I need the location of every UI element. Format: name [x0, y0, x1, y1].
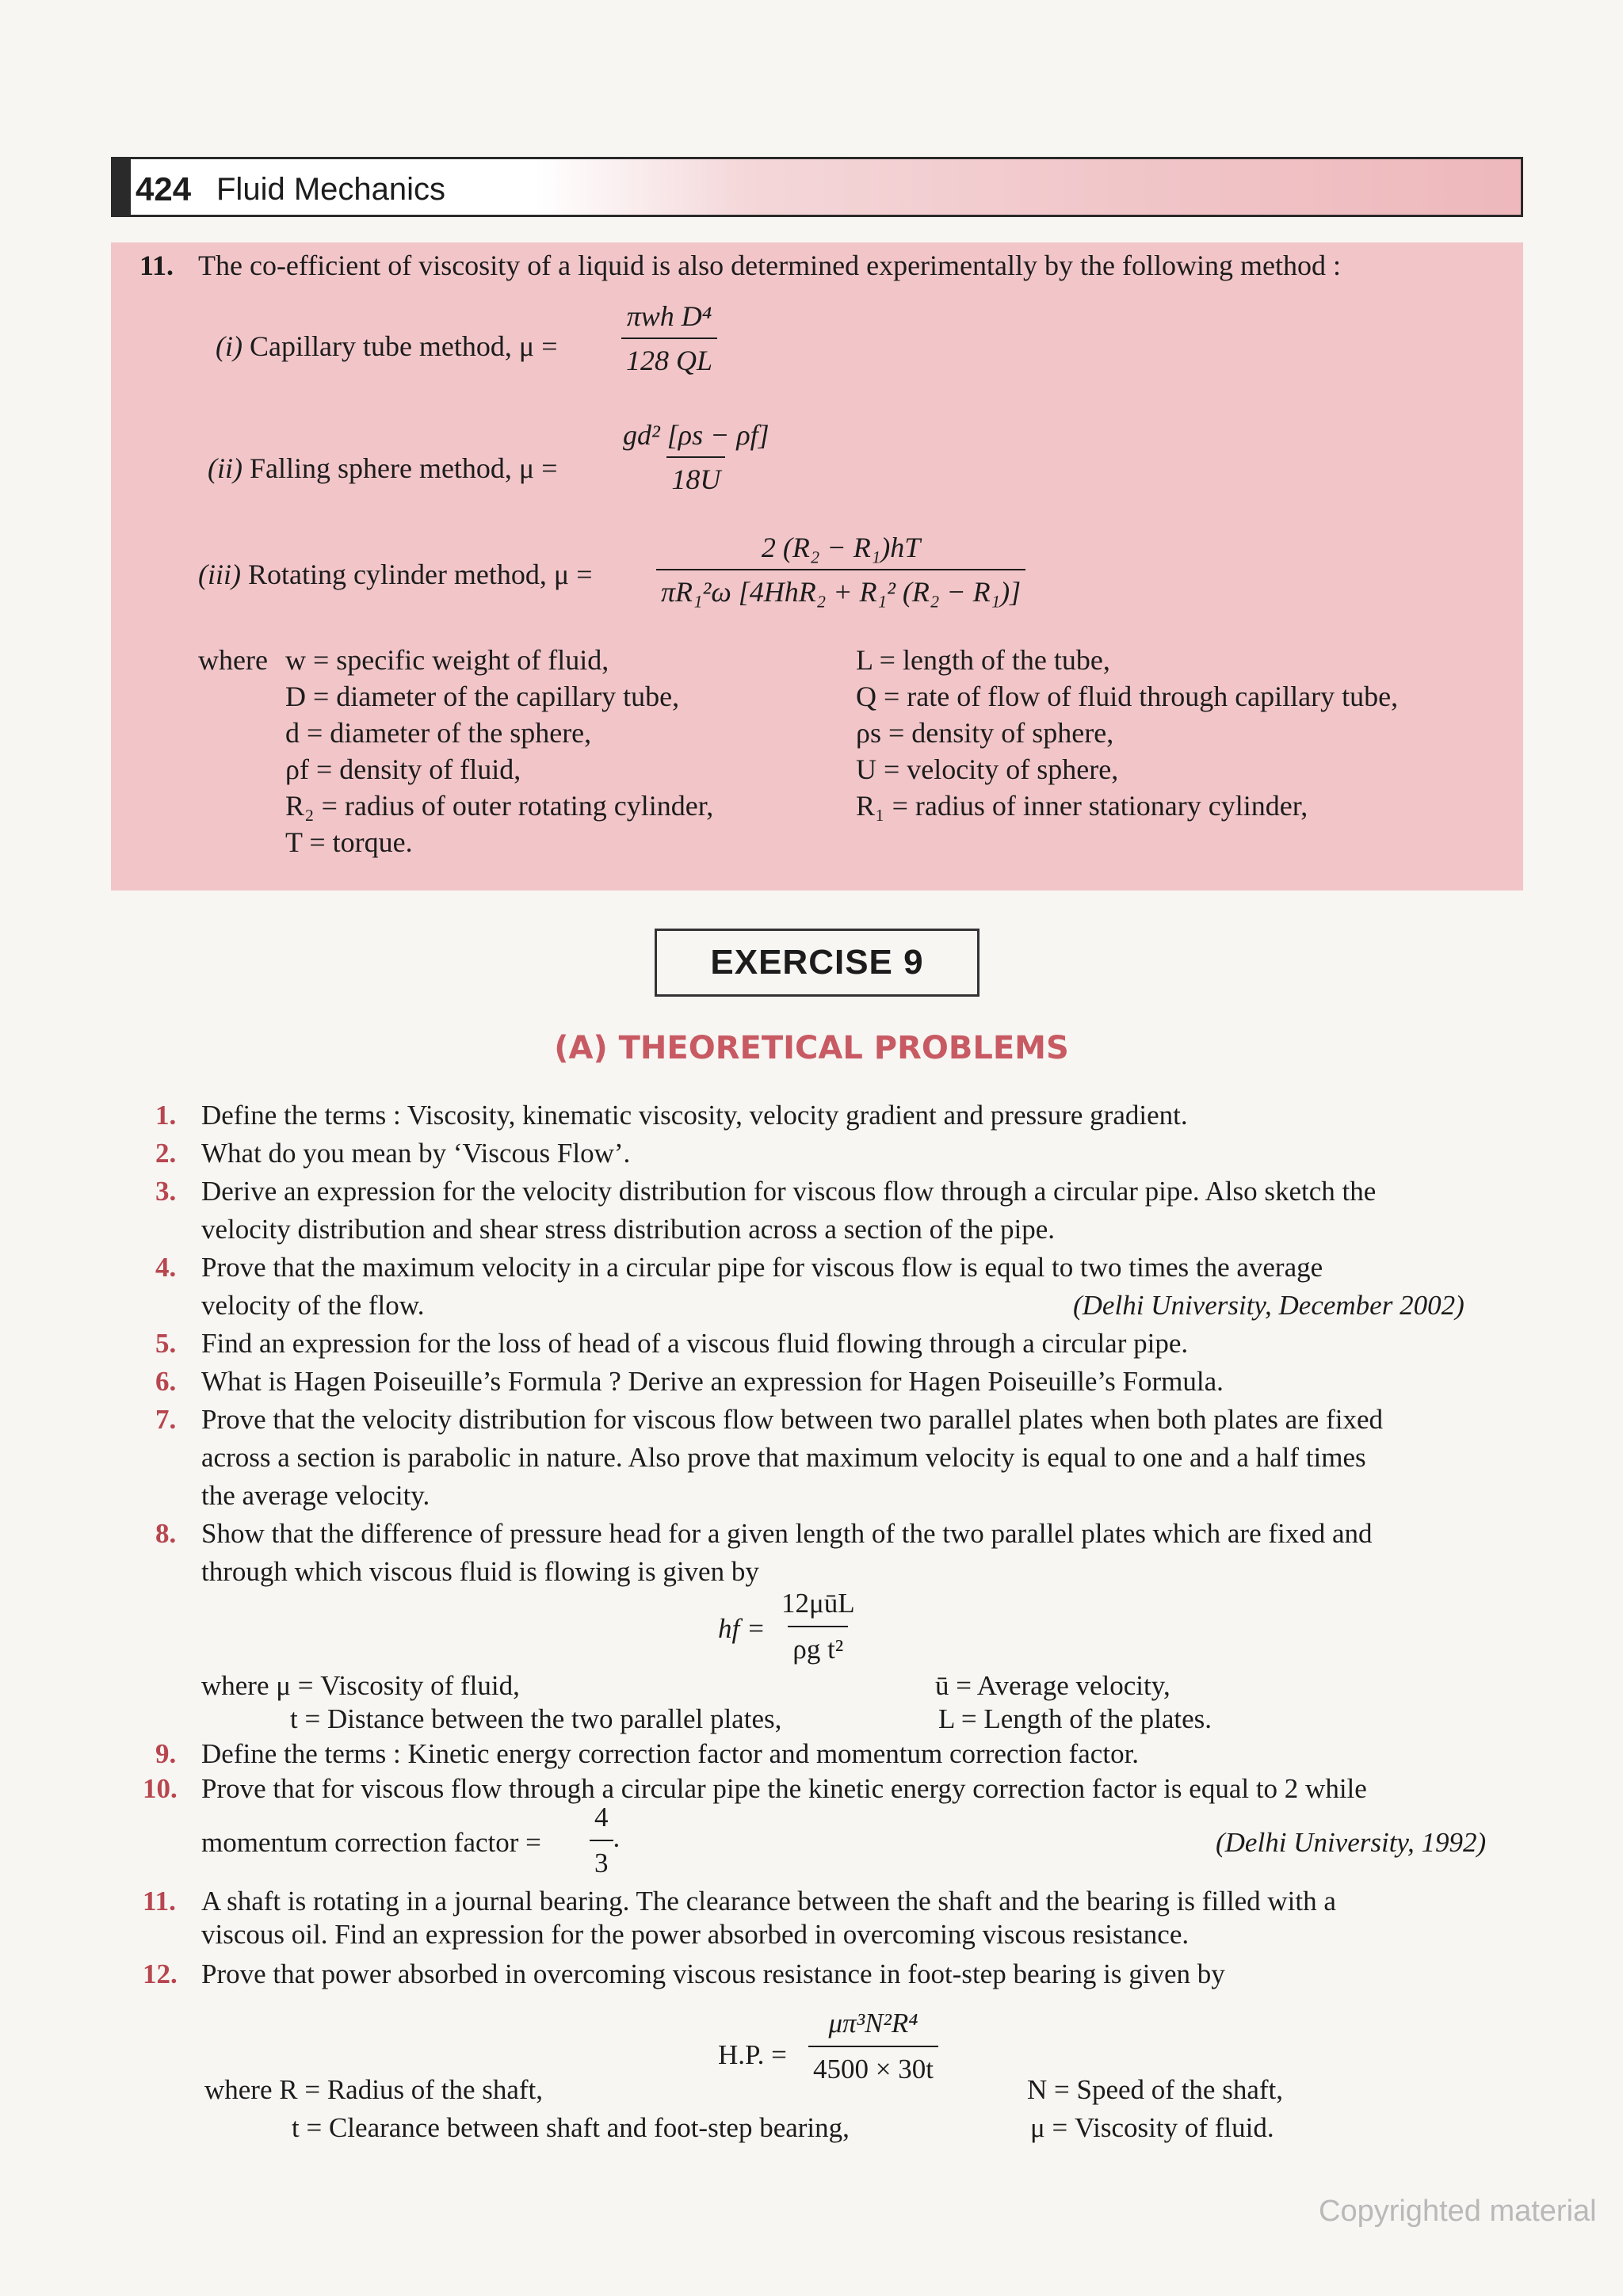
section-heading: (A) THEORETICAL PROBLEMS [554, 1030, 1069, 1066]
definition-L: L = length of the tube, [856, 644, 1110, 676]
q12-formula [808, 2004, 938, 2088]
q10-fraction [590, 1798, 620, 1882]
q8-def-u: ū = Average velocity, [935, 1670, 1170, 1701]
chapter-title: Fluid Mechanics [216, 172, 446, 207]
question-5-line-1: Find an expression for the loss of head of a viscous fluid flowing through a circular pipe. [201, 1328, 1189, 1359]
question-3-number: 3. [155, 1176, 177, 1207]
question-4-number: 4. [155, 1252, 177, 1283]
method-3-label: (iii) [198, 559, 241, 590]
method-2-formula [618, 417, 774, 498]
question-7-line-2: across a section is parabolic in nature. Also prove that maximum velocity is equal to one and a half times [201, 1442, 1366, 1473]
definitions-left [285, 642, 713, 860]
method-2-numerator: gd² [ρs − ρf] [623, 419, 769, 451]
definition-rho-s: ρs = density of sphere, [856, 717, 1114, 749]
method-3-denominator: πR₁²ω [4HhR₂ + R₁² (R₂ − R₁)] [656, 569, 1025, 610]
definition-rho-f: ρf = density of fluid, [285, 753, 521, 785]
question-1-line-1: Define the terms : Viscosity, kinematic viscosity, velocity gradient and pressure gradient. [201, 1100, 1188, 1131]
question-8-number: 8. [155, 1518, 177, 1549]
definition-R1: R₁ = radius of inner stationary cylinder, [856, 790, 1308, 822]
definition-D: D = diameter of the capillary tube, [285, 681, 680, 712]
summary-item-number: 11. [139, 250, 174, 281]
definition-T: T = torque. [285, 826, 413, 858]
method-2-label-row [208, 450, 558, 486]
method-1-denominator: 128 QL [621, 338, 717, 379]
method-1-label: (i) [216, 330, 242, 362]
q8-formula [777, 1585, 860, 1669]
definition-Q: Q = rate of flow of fluid through capillary tube, [856, 681, 1399, 712]
q10-period: . [613, 1822, 621, 1854]
q8-where-mu: where μ = Viscosity of fluid, [201, 1670, 520, 1701]
q12-def-N: N = Speed of the shaft, [1027, 2074, 1283, 2105]
method-2-text: Falling sphere method, μ = [249, 452, 558, 484]
question-2-number: 2. [155, 1138, 177, 1169]
question-10-momentum: momentum correction factor = [201, 1827, 541, 1858]
method-3-formula [656, 529, 1025, 610]
question-4-reference: (Delhi University, December 2002) [1073, 1290, 1465, 1321]
question-9-line-1: Define the terms : Kinetic energy correction factor and momentum correction factor. [201, 1738, 1140, 1769]
exercise-title: EXERCISE 9 [655, 929, 980, 997]
question-3-line-1: Derive an expression for the velocity distribution for viscous flow through a circular pipe. Also sketch the [201, 1176, 1377, 1207]
question-5-number: 5. [155, 1328, 177, 1359]
definition-w: w = specific weight of fluid, [285, 644, 609, 676]
method-1-numerator: πwh D⁴ [626, 300, 712, 332]
definition-d: d = diameter of the sphere, [285, 717, 592, 749]
method-1-text: Capillary tube method, μ = [249, 330, 558, 362]
q12-where-R: where R = Radius of the shaft, [204, 2074, 544, 2105]
question-12-line-1: Prove that power absorbed in overcoming viscous resistance in foot-step bearing is given by [201, 1958, 1225, 1989]
question-7-line-3: the average velocity. [201, 1480, 430, 1511]
page-number: 424 [136, 170, 192, 208]
question-11-number: 11. [143, 1886, 176, 1917]
question-11-line-2: viscous oil. Find an expression for the power absorbed in overcoming viscous resistance. [201, 1919, 1190, 1950]
definition-U: U = velocity of sphere, [856, 753, 1119, 785]
q10-numerator: 4 [594, 1802, 609, 1833]
question-10-reference: (Delhi University, 1992) [1216, 1827, 1487, 1858]
question-4-line-2: velocity of the flow. [201, 1290, 425, 1321]
method-1-label-row [216, 328, 558, 364]
method-2-label: (ii) [208, 452, 242, 484]
definition-R2: R₂ = radius of outer rotating cylinder, [285, 790, 714, 822]
q12-def-mu: μ = Viscosity of fluid. [1030, 2112, 1274, 2143]
question-7-number: 7. [155, 1404, 177, 1435]
q12-def-t: t = Clearance between shaft and foot-step bearing, [292, 2112, 850, 2143]
method-3-text: Rotating cylinder method, μ = [247, 559, 593, 590]
q12-denominator: 4500 × 30t [808, 2046, 938, 2088]
q8-numerator: 12μūL [781, 1588, 855, 1619]
method-3-label-row [198, 556, 593, 593]
method-1-formula [621, 298, 717, 379]
q8-formula-lhs: hf = [718, 1613, 766, 1644]
question-6-line-1: What is Hagen Poiseuille’s Formula ? Derive an expression for Hagen Poiseuille’s Formula. [201, 1366, 1224, 1397]
question-8-line-2: through which viscous fluid is flowing is given by [201, 1556, 759, 1587]
question-10-number: 10. [143, 1773, 178, 1804]
definitions-right [856, 642, 1398, 824]
question-2-line-1: What do you mean by ‘Viscous Flow’. [201, 1138, 631, 1169]
q8-denominator: ρg t² [788, 1626, 848, 1669]
q8-def-L: L = Length of the plates. [938, 1703, 1212, 1734]
question-3-line-2: velocity distribution and shear stress distribution across a section of the pipe. [201, 1214, 1056, 1245]
definitions-where: where [198, 644, 268, 676]
question-9-number: 9. [155, 1738, 177, 1769]
q10-denominator: 3 [590, 1840, 613, 1882]
question-7-line-1: Prove that the velocity distribution for viscous flow between two parallel plates when both plates are fixed [201, 1404, 1383, 1435]
page-header [111, 157, 1523, 217]
question-11-line-1: A shaft is rotating in a journal bearing. The clearance between the shaft and the bearing is filled with a [201, 1886, 1336, 1917]
question-6-number: 6. [155, 1366, 177, 1397]
summary-intro: The co-efficient of viscosity of a liquid is also determined experimentally by the following method : [198, 250, 1341, 281]
question-8-line-1: Show that the difference of pressure head for a given length of the two parallel plates which are fixed and [201, 1518, 1373, 1549]
question-4-line-1: Prove that the maximum velocity in a circular pipe for viscous flow is equal to two times the average [201, 1252, 1323, 1283]
question-10-line-1: Prove that for viscous flow through a circular pipe the kinetic energy correction factor is equal to 2 while [201, 1773, 1367, 1804]
q12-formula-lhs: H.P. = [718, 2039, 787, 2070]
q8-def-t: t = Distance between the two parallel plates, [290, 1703, 782, 1734]
question-12-number: 12. [143, 1958, 178, 1989]
method-2-denominator: 18U [666, 456, 725, 498]
method-3-numerator: 2 (R₂ − R₁)hT [761, 532, 921, 563]
question-1-number: 1. [155, 1100, 177, 1131]
header-bar-accent [113, 159, 131, 215]
q12-numerator: μπ³N²R⁴ [828, 2008, 918, 2039]
copyright-watermark: Copyrighted material [1319, 2195, 1597, 2228]
